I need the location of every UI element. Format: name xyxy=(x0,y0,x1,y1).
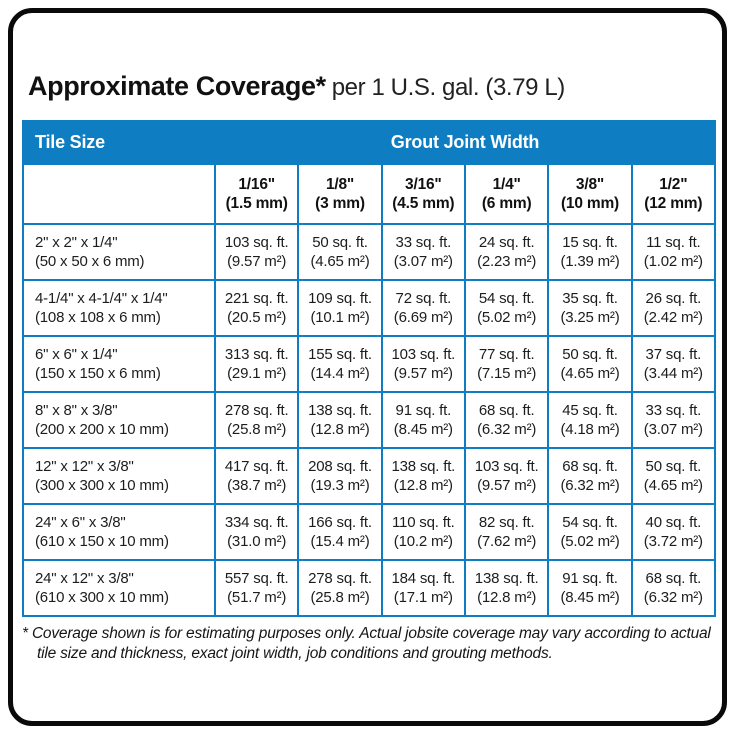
coverage-m2: (3.07 m²) xyxy=(643,421,703,438)
coverage-sqft: 557 sq. ft. xyxy=(224,570,289,587)
coverage-sqft: 54 sq. ft. xyxy=(562,514,618,531)
coverage-cell xyxy=(632,280,715,336)
coverage-m2: (1.39 m²) xyxy=(560,253,620,270)
coverage-sqft: 138 sq. ft. xyxy=(308,402,372,419)
tile-size-metric: (50 x 50 x 6 mm) xyxy=(35,253,145,270)
tile-size-inches: 6" x 6" x 1/4" xyxy=(35,346,118,363)
coverage-cell xyxy=(298,448,381,504)
grout-width-column-header xyxy=(298,164,381,224)
table-header-row xyxy=(23,121,715,164)
coverage-m2: (3.44 m²) xyxy=(643,365,703,382)
tile-size-inches: 8" x 8" x 3/8" xyxy=(35,402,118,419)
grout-width-metric: (1.5 mm) xyxy=(225,195,288,212)
coverage-cell xyxy=(298,560,381,616)
coverage-m2: (8.45 m²) xyxy=(393,421,453,438)
coverage-m2: (12.8 m²) xyxy=(477,589,537,606)
coverage-sqft: 68 sq. ft. xyxy=(562,458,618,475)
coverage-sqft: 138 sq. ft. xyxy=(474,570,539,587)
tile-size-metric: (150 x 150 x 6 mm) xyxy=(35,365,161,382)
coverage-sqft: 103 sq. ft. xyxy=(474,458,539,475)
coverage-sqft: 50 sq. ft. xyxy=(562,346,618,363)
coverage-m2: (19.3 m²) xyxy=(310,477,370,494)
coverage-m2: (2.42 m²) xyxy=(643,309,703,326)
coverage-sqft: 221 sq. ft. xyxy=(224,290,289,307)
tile-size-header: Tile Size xyxy=(23,121,215,164)
coverage-m2: (4.65 m²) xyxy=(560,365,620,382)
coverage-m2: (9.57 m²) xyxy=(393,365,453,382)
coverage-m2: (10.1 m²) xyxy=(310,309,370,326)
table-row xyxy=(23,224,715,280)
tile-size-inches: 24" x 12" x 3/8" xyxy=(35,570,134,587)
title-sub: per 1 U.S. gal. (3.79 L) xyxy=(331,74,565,101)
column-header-row xyxy=(23,164,715,224)
coverage-m2: (25.8 m²) xyxy=(227,421,287,438)
table-row xyxy=(23,448,715,504)
coverage-m2: (3.72 m²) xyxy=(643,533,703,550)
coverage-m2: (17.1 m²) xyxy=(393,589,453,606)
coverage-cell xyxy=(548,392,631,448)
coverage-cell xyxy=(215,560,298,616)
coverage-m2: (1.02 m²) xyxy=(643,253,703,270)
coverage-sqft: 82 sq. ft. xyxy=(478,514,535,531)
coverage-m2: (4.65 m²) xyxy=(310,253,370,270)
coverage-m2: (6.69 m²) xyxy=(393,309,453,326)
coverage-cell xyxy=(548,448,631,504)
table-row xyxy=(23,392,715,448)
coverage-cell xyxy=(215,336,298,392)
grout-joint-width-header: Grout Joint Width xyxy=(215,121,715,164)
grout-width-label: 1/16" xyxy=(238,176,275,193)
table-row xyxy=(23,336,715,392)
coverage-m2: (29.1 m²) xyxy=(227,365,287,382)
coverage-sqft: 91 sq. ft. xyxy=(562,570,618,587)
coverage-sqft: 278 sq. ft. xyxy=(224,402,289,419)
coverage-sqft: 166 sq. ft. xyxy=(308,514,372,531)
coverage-sqft: 15 sq. ft. xyxy=(562,234,618,251)
grout-width-label: 1/2" xyxy=(659,176,688,193)
coverage-cell xyxy=(632,448,715,504)
coverage-m2: (10.2 m²) xyxy=(393,533,453,550)
coverage-cell xyxy=(215,504,298,560)
tile-size-metric: (610 x 300 x 10 mm) xyxy=(35,589,169,606)
coverage-table xyxy=(22,120,716,617)
coverage-cell xyxy=(548,224,631,280)
coverage-m2: (3.07 m²) xyxy=(393,253,453,270)
coverage-sqft: 155 sq. ft. xyxy=(308,346,372,363)
coverage-m2: (38.7 m²) xyxy=(227,477,287,494)
coverage-sqft: 138 sq. ft. xyxy=(391,458,456,475)
tile-size-metric: (610 x 150 x 10 mm) xyxy=(35,533,169,550)
coverage-cell xyxy=(382,336,465,392)
coverage-cell xyxy=(215,392,298,448)
coverage-sqft: 37 sq. ft. xyxy=(645,346,702,363)
coverage-sqft: 11 sq. ft. xyxy=(646,234,701,251)
coverage-cell xyxy=(465,504,548,560)
coverage-cell xyxy=(382,280,465,336)
coverage-m2: (8.45 m²) xyxy=(560,589,620,606)
coverage-cell xyxy=(298,504,381,560)
footnote xyxy=(22,624,722,664)
coverage-m2: (20.5 m²) xyxy=(227,309,287,326)
coverage-m2: (3.25 m²) xyxy=(560,309,620,326)
tile-size-cell xyxy=(23,560,215,616)
coverage-cell xyxy=(382,224,465,280)
coverage-m2: (6.32 m²) xyxy=(477,421,537,438)
coverage-sqft: 91 sq. ft. xyxy=(395,402,452,419)
tile-size-inches: 12" x 12" x 3/8" xyxy=(35,458,134,475)
coverage-sqft: 40 sq. ft. xyxy=(645,514,702,531)
coverage-m2: (5.02 m²) xyxy=(560,533,620,550)
coverage-m2: (7.15 m²) xyxy=(477,365,537,382)
coverage-sqft: 77 sq. ft. xyxy=(478,346,535,363)
coverage-m2: (9.57 m²) xyxy=(477,477,537,494)
tile-size-cell xyxy=(23,336,215,392)
coverage-sqft: 50 sq. ft. xyxy=(645,458,702,475)
coverage-sqft: 313 sq. ft. xyxy=(224,346,289,363)
coverage-m2: (14.4 m²) xyxy=(310,365,370,382)
grout-width-metric: (4.5 mm) xyxy=(392,195,455,212)
page-title xyxy=(28,71,565,102)
coverage-cell xyxy=(632,560,715,616)
tile-size-metric: (108 x 108 x 6 mm) xyxy=(35,309,161,326)
coverage-cell xyxy=(382,392,465,448)
coverage-sqft: 50 sq. ft. xyxy=(312,234,368,251)
coverage-m2: (12.8 m²) xyxy=(310,421,370,438)
coverage-sqft: 417 sq. ft. xyxy=(224,458,289,475)
coverage-m2: (6.32 m²) xyxy=(643,589,703,606)
coverage-cell xyxy=(632,224,715,280)
grout-width-metric: (10 mm) xyxy=(560,195,619,212)
tile-size-inches: 2" x 2" x 1/4" xyxy=(35,234,118,251)
coverage-sqft: 103 sq. ft. xyxy=(224,234,289,251)
coverage-m2: (2.23 m²) xyxy=(477,253,537,270)
coverage-sqft: 26 sq. ft. xyxy=(645,290,702,307)
coverage-cell xyxy=(215,224,298,280)
coverage-sqft: 33 sq. ft. xyxy=(645,402,702,419)
coverage-m2: (51.7 m²) xyxy=(227,589,287,606)
coverage-sqft: 72 sq. ft. xyxy=(395,290,452,307)
coverage-sqft: 184 sq. ft. xyxy=(391,570,456,587)
table-row xyxy=(23,280,715,336)
coverage-sqft: 278 sq. ft. xyxy=(308,570,372,587)
coverage-cell xyxy=(548,336,631,392)
coverage-cell xyxy=(465,280,548,336)
coverage-cell xyxy=(465,392,548,448)
coverage-sqft: 54 sq. ft. xyxy=(478,290,535,307)
grout-width-column-header xyxy=(632,164,715,224)
coverage-cell xyxy=(298,224,381,280)
coverage-sqft: 35 sq. ft. xyxy=(562,290,618,307)
coverage-m2: (4.18 m²) xyxy=(560,421,620,438)
grout-width-column-header xyxy=(382,164,465,224)
coverage-sqft: 45 sq. ft. xyxy=(562,402,618,419)
coverage-cell xyxy=(465,448,548,504)
grout-width-label: 1/4" xyxy=(492,176,521,193)
coverage-sqft: 24 sq. ft. xyxy=(478,234,535,251)
coverage-m2: (25.8 m²) xyxy=(310,589,370,606)
coverage-cell xyxy=(215,448,298,504)
coverage-sqft: 33 sq. ft. xyxy=(395,234,452,251)
coverage-sqft: 334 sq. ft. xyxy=(224,514,289,531)
grout-width-label: 1/8" xyxy=(325,176,355,193)
grout-width-label: 3/16" xyxy=(405,176,442,193)
tile-size-inches: 4-1/4" x 4-1/4" x 1/4" xyxy=(35,290,168,307)
coverage-cell xyxy=(382,504,465,560)
tile-size-cell xyxy=(23,280,215,336)
coverage-m2: (9.57 m²) xyxy=(227,253,287,270)
coverage-m2: (7.62 m²) xyxy=(477,533,537,550)
coverage-cell xyxy=(465,560,548,616)
coverage-cell xyxy=(382,560,465,616)
grout-width-metric: (6 mm) xyxy=(481,195,532,212)
tile-size-cell xyxy=(23,448,215,504)
tile-size-metric: (200 x 200 x 10 mm) xyxy=(35,421,169,438)
coverage-sqft: 110 sq. ft. xyxy=(392,514,455,531)
coverage-cell xyxy=(548,560,631,616)
title-main: Approximate Coverage* xyxy=(28,71,326,101)
coverage-cell xyxy=(382,448,465,504)
tile-size-cell xyxy=(23,392,215,448)
tile-size-inches: 24" x 6" x 3/8" xyxy=(35,514,126,531)
coverage-sqft: 109 sq. ft. xyxy=(308,290,372,307)
coverage-cell xyxy=(465,336,548,392)
empty-corner-cell xyxy=(23,164,215,224)
coverage-cell xyxy=(215,280,298,336)
coverage-m2: (15.4 m²) xyxy=(310,533,370,550)
coverage-cell xyxy=(632,392,715,448)
coverage-cell xyxy=(298,392,381,448)
coverage-sqft: 68 sq. ft. xyxy=(478,402,535,419)
coverage-m2: (4.65 m²) xyxy=(643,477,703,494)
footnote-text: * Coverage shown is for estimating purposes only. Actual jobsite coverage may vary according to actual tile size and thickness, exact joint width, job conditions and grouting methods. xyxy=(22,625,711,662)
coverage-sqft: 68 sq. ft. xyxy=(645,570,702,587)
grout-width-column-header xyxy=(465,164,548,224)
coverage-m2: (12.8 m²) xyxy=(393,477,453,494)
grout-width-metric: (12 mm) xyxy=(644,195,703,212)
coverage-cell xyxy=(632,336,715,392)
coverage-cell xyxy=(548,504,631,560)
grout-width-column-header xyxy=(215,164,298,224)
coverage-m2: (6.32 m²) xyxy=(560,477,620,494)
grout-width-column-header xyxy=(548,164,631,224)
coverage-m2: (5.02 m²) xyxy=(477,309,537,326)
tile-size-metric: (300 x 300 x 10 mm) xyxy=(35,477,169,494)
coverage-m2: (31.0 m²) xyxy=(227,533,287,550)
coverage-cell xyxy=(298,336,381,392)
tile-size-cell xyxy=(23,224,215,280)
coverage-cell xyxy=(548,280,631,336)
table-row xyxy=(23,504,715,560)
tile-size-cell xyxy=(23,504,215,560)
coverage-sqft: 103 sq. ft. xyxy=(391,346,456,363)
coverage-cell xyxy=(298,280,381,336)
table-row xyxy=(23,560,715,616)
coverage-cell xyxy=(465,224,548,280)
coverage-sqft: 208 sq. ft. xyxy=(308,458,372,475)
coverage-cell xyxy=(632,504,715,560)
grout-width-label: 3/8" xyxy=(575,176,605,193)
grout-width-metric: (3 mm) xyxy=(315,195,365,212)
